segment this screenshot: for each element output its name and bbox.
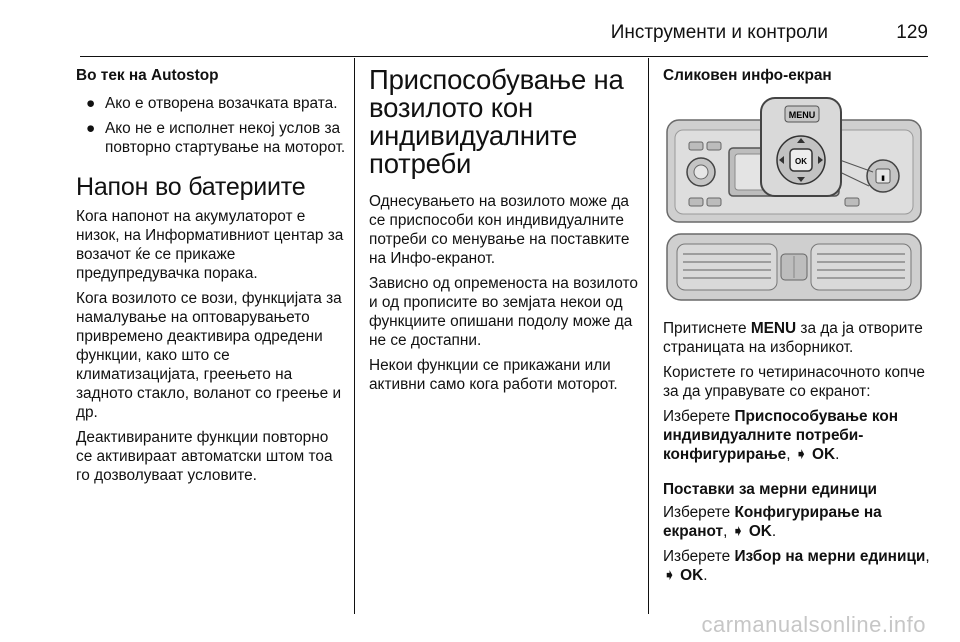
personalization-heading: Приспособување на возилото кон индивидуалните потреби <box>369 64 624 179</box>
watermark: carmanualsonline.info <box>701 612 926 637</box>
column-1 <box>76 66 348 491</box>
ok-keyword: OK <box>748 523 772 540</box>
menu-path: Приспособување кон индивидуалните потреби-конфигурирање <box>663 408 899 463</box>
select-personalization <box>663 407 935 464</box>
ok-keyword: OK <box>680 567 704 584</box>
list-item <box>76 94 348 113</box>
menu-path: Конфигурирање на екранот <box>663 504 882 540</box>
units-subheading: Поставки за мерни единици <box>663 481 877 498</box>
text-span: . <box>703 567 708 584</box>
column-2 <box>369 66 641 400</box>
text-span: Изберете <box>663 504 735 521</box>
battery-heading: Напон во батериите <box>76 173 306 201</box>
arrow-separator: , ➧ <box>786 446 812 463</box>
battery-paragraph-3: Деактивираните функции повторно се активираат автоматски штом тоа го дозволуваат условите. <box>76 429 333 484</box>
menu-path: Избор на мерни единици <box>734 548 926 565</box>
battery-paragraph-2: Кога возилото се вози, функцијата за намалување на оптоварувањето привремено деактивира одредени функции, како што се климатизацијата, греењето на задното стакло, воланот со греење и др. <box>76 290 342 421</box>
text-span: . <box>771 523 777 540</box>
info-display-heading: Сликовен инфо-екран <box>663 67 832 84</box>
section-title: Инструменти и контроли <box>610 22 828 43</box>
select-display-config <box>663 503 935 541</box>
text-span: Притиснете <box>663 320 751 337</box>
figure-ok-label: OK <box>795 157 807 166</box>
autostop-list <box>76 94 348 157</box>
bullet-icon: ● <box>86 120 96 137</box>
list-item-text: Ако не е исполнет некој услов за повторно стартување на моторот. <box>105 120 346 156</box>
page-number: 129 <box>896 22 928 43</box>
text-span: Изберете <box>663 408 735 425</box>
text-span: Изберете <box>663 548 735 565</box>
personalization-paragraph-2: Зависно од опременоста на возилото и од прописите во земјата некои од функциите опишани подолу може да не се достапни. <box>369 275 638 349</box>
select-units <box>663 547 935 585</box>
personalization-paragraph-1: Однесувањето на возилото може да се приспособи кон индивидуалните потреби со менување на поставките на Инфо-екранот. <box>369 193 630 267</box>
text-span: за да ја отворите страницата на изборникот. <box>663 320 923 356</box>
list-item-text: Ако е отворена возачката врата. <box>105 95 338 112</box>
arrow-separator: , ➧ <box>663 548 930 584</box>
header-rule <box>80 56 928 57</box>
autostop-heading: Во тек на Autostop <box>76 67 219 84</box>
navigation-instruction: Користете го четиринасочното копче за да управувате со екранот: <box>663 364 925 400</box>
arrow-separator: , ➧ <box>723 523 749 540</box>
column-3 <box>663 66 935 591</box>
control-panel-illustration <box>663 94 925 307</box>
bullet-icon: ● <box>86 95 96 112</box>
ok-keyword: OK <box>811 446 836 463</box>
personalization-paragraph-3: Некои функции се прикажани или активни само кога работи моторот. <box>369 357 618 393</box>
menu-instruction <box>663 319 935 357</box>
column-divider-1 <box>354 58 355 614</box>
list-item <box>76 119 348 157</box>
battery-paragraph-1: Кога напонот на акумулаторот е низок, на Информативниот центар за возачот ќе се прикаже предупредувачка порака. <box>76 208 344 282</box>
svg-text:▮: ▮ <box>881 175 885 182</box>
figure-menu-label: MENU <box>788 110 816 120</box>
menu-keyword: MENU <box>750 320 797 337</box>
text-span: . <box>835 446 840 463</box>
column-divider-2 <box>648 58 649 614</box>
page-header <box>80 22 928 52</box>
